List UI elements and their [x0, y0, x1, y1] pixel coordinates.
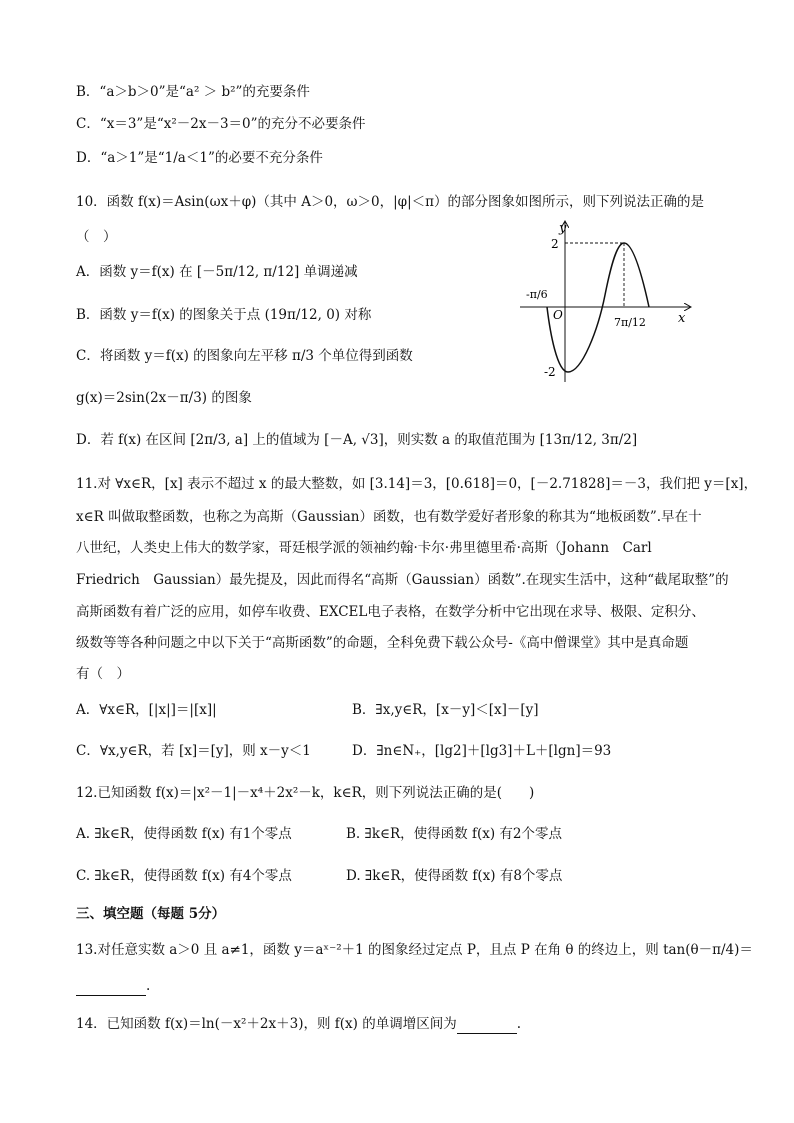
- q11-option-c: C．∀x,y∈R，若 [x]＝[y]，则 x－y＜1: [76, 743, 311, 759]
- q13-tail: .: [146, 978, 151, 994]
- q10-option-a: A．函数 y＝f(x) 在 [－5π/12, π/12] 单调递减: [76, 264, 358, 280]
- q11-line-6: 级数等等各种问题之中以下关于“高斯函数”的命题，全科免费下载公众号-《高中僧课堂》其中是真命题: [76, 635, 689, 651]
- q10-paren: （ ）: [76, 229, 117, 245]
- q12-option-a: A. ∃k∈R，使得函数 f(x) 有1个零点: [76, 826, 292, 842]
- q12-option-c: C. ∃k∈R，使得函数 f(x) 有4个零点: [76, 868, 292, 884]
- q12-option-b: B. ∃k∈R，使得函数 f(x) 有2个零点: [346, 826, 562, 842]
- origin-label: O: [553, 308, 563, 322]
- q11-option-a: A．∀x∈R，[|x|]＝|[x]|: [76, 702, 217, 718]
- q13-stem: 13.对任意实数 a＞0 且 a≠1，函数 y＝aˣ⁻²＋1 的图象经过定点 P，且点 P 在角 θ 的终边上，则 tan(θ－π/4)＝: [76, 942, 753, 958]
- q11-line-3: 八世纪，人类史上伟大的数学家，哥廷根学派的领袖约翰·卡尔·弗里德里希·高斯（Johann Carl: [76, 540, 652, 556]
- x-axis-label: x: [678, 311, 686, 326]
- q11-line-4: Friedrich Gaussian）最先提及，因此而得名“高斯（Gaussian）函数”.在现实生活中，这种“截尾取整”的: [76, 572, 729, 588]
- q10-stem: 10．函数 f(x)＝Asin(ωx＋φ)（其中 A＞0，ω＞0，|φ|＜π）的部分图象如图所示，则下列说法正确的是: [76, 194, 705, 210]
- q11-option-d: D．∃n∈N₊，[lg2]＋[lg3]＋L＋[lgn]＝93: [352, 743, 612, 759]
- max-value-label: 2: [551, 237, 559, 251]
- neg-tick-label: -π/6: [526, 288, 548, 301]
- q11-line-1: 11.对 ∀x∈R，[x] 表示不超过 x 的最大整数，如 [3.14]＝3，[0.618]＝0，[－2.71828]＝－3，我们把 y＝[x]，: [76, 476, 758, 492]
- q13-answer-line: [76, 976, 150, 996]
- q12-stem: 12.已知函数 f(x)＝|x²－1|－x⁴＋2x²－k，k∈R，则下列说法正确的是( ): [76, 785, 535, 801]
- q10-option-c: C．将函数 y＝f(x) 的图象向左平移 π/3 个单位得到函数: [76, 348, 413, 364]
- q12-option-d: D. ∃k∈R，使得函数 f(x) 有8个零点: [346, 868, 563, 884]
- q9-option-d: D．“a＞1”是“1/a＜1”的必要不充分条件: [76, 150, 323, 166]
- q14-stem: 14．已知函数 f(x)＝ln(－x²＋2x＋3)，则 f(x) 的单调增区间为: [76, 1016, 457, 1032]
- pos-tick-label: 7π/12: [614, 316, 646, 329]
- q14-answer-blank[interactable]: [457, 1019, 517, 1034]
- q14-tail: .: [516, 1016, 521, 1032]
- q11-option-b: B．∃x,y∈R，[x－y]＜[x]－[y]: [352, 702, 539, 718]
- min-value-label: -2: [544, 365, 556, 379]
- q10-option-d: D．若 f(x) 在区间 [2π/3, a] 上的值域为 [－A, √3]，则实数 a 的取值范围为 [13π/12, 3π/2]: [76, 432, 638, 448]
- y-axis-label: y: [559, 221, 567, 236]
- q11-line-5: 高斯函数有着广泛的应用，如停车收费、EXCEL电子表格，在数学分析中它出现在求导、极限、定积分、: [76, 604, 705, 620]
- q13-answer-blank[interactable]: [76, 981, 146, 996]
- q10-graph: [520, 220, 700, 385]
- section-3-heading: 三、填空题（每题 5分）: [76, 906, 226, 922]
- q14-line: [76, 1014, 521, 1034]
- q11-line-7: 有（ ）: [76, 666, 130, 682]
- q11-line-2: x∈R 叫做取整函数，也称之为高斯（Gaussian）函数，也有数学爱好者形象的称其为“地板函数”.早在十: [76, 509, 702, 525]
- q10-option-b: B．函数 y＝f(x) 的图象关于点 (19π/12, 0) 对称: [76, 307, 372, 323]
- q10-option-c-cont: g(x)＝2sin(2x－π/3) 的图象: [76, 390, 252, 406]
- q9-option-c: C．“x＝3”是“x²－2x－3＝0”的充分不必要条件: [76, 116, 366, 132]
- q9-option-b: B．“a＞b＞0”是“a² ＞ b²”的充要条件: [76, 84, 310, 100]
